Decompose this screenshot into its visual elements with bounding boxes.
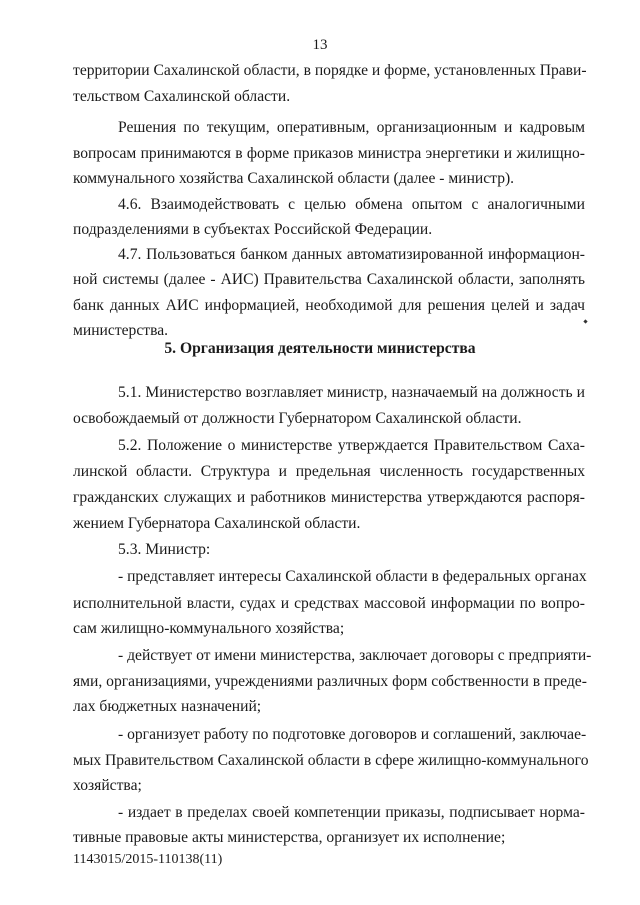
text-line: Решения по текущим, оперативным, организационным и кадровым — [118, 119, 585, 136]
text-line: 5.2. Положение о министерстве утверждается Правительством Саха- — [118, 437, 585, 454]
text-line: - представляет интересы Сахалинской области в федеральных органах — [118, 568, 587, 585]
scan-artifact-mark — [583, 319, 587, 323]
text-line: подразделениями в субъектах Российской Федерации. — [73, 221, 433, 238]
text-line: жением Губернатора Сахалинской области. — [73, 515, 361, 532]
text-line: коммунального хозяйства Сахалинской области (далее - министр). — [73, 170, 515, 187]
text-line: ной системы (далее - АИС) Правительства Сахалинской области, заполнять — [73, 271, 585, 288]
text-line: хозяйства; — [73, 777, 142, 794]
text-line: тивные правовые акты министерства, организует их исполнение; — [73, 829, 506, 846]
text-line: банк данных АИС информацией, необходимой для решения целей и задач — [73, 297, 585, 314]
text-line: территории Сахалинской области, в порядке и форме, установленных Прави- — [73, 62, 587, 79]
text-line: исполнительной власти, судах и средствах массовой информации по вопро- — [73, 595, 585, 612]
text-line: освобождаемый от должности Губернатором Сахалинской области. — [73, 410, 522, 427]
section-heading: 5. Организация деятельности министерства — [164, 340, 476, 357]
text-line: - организует работу по подготовке договоров и соглашений, заключае- — [118, 726, 587, 743]
page-number: 13 — [312, 37, 328, 53]
text-line: ями, организациями, учреждениями различных форм собственности в преде- — [73, 673, 587, 690]
text-line: гражданских служащих и работников министерства утверждаются распоря- — [73, 489, 585, 506]
text-line: линской области. Структура и предельная численность государственных — [73, 463, 585, 480]
text-line: вопросам принимаются в форме приказов министра энергетики и жилищно- — [73, 145, 585, 162]
text-line: 4.6. Взаимодействовать с целью обмена опытом с аналогичными — [118, 196, 585, 213]
text-line: министерства. — [73, 322, 169, 339]
text-line: - действует от имени министерства, заключает договоры с предприяти- — [118, 647, 592, 664]
text-line: тельством Сахалинской области. — [73, 88, 291, 105]
text-line: лах бюджетных назначений; — [73, 698, 262, 715]
text-line: - издает в пределах своей компетенции приказы, подписывает норма- — [118, 804, 585, 821]
text-line: 5.3. Министр: — [118, 541, 211, 558]
document-footer-code: 1143015/2015-110138(11) — [73, 852, 223, 867]
text-line: сам жилищно-коммунального хозяйства; — [73, 620, 345, 637]
text-line: мых Правительством Сахалинской области в сфере жилищно-коммунального — [73, 752, 589, 769]
text-line: 4.7. Пользоваться банком данных автоматизированной информацион- — [118, 246, 585, 263]
text-line: 5.1. Министерство возглавляет министр, назначаемый на должность и — [118, 384, 585, 401]
